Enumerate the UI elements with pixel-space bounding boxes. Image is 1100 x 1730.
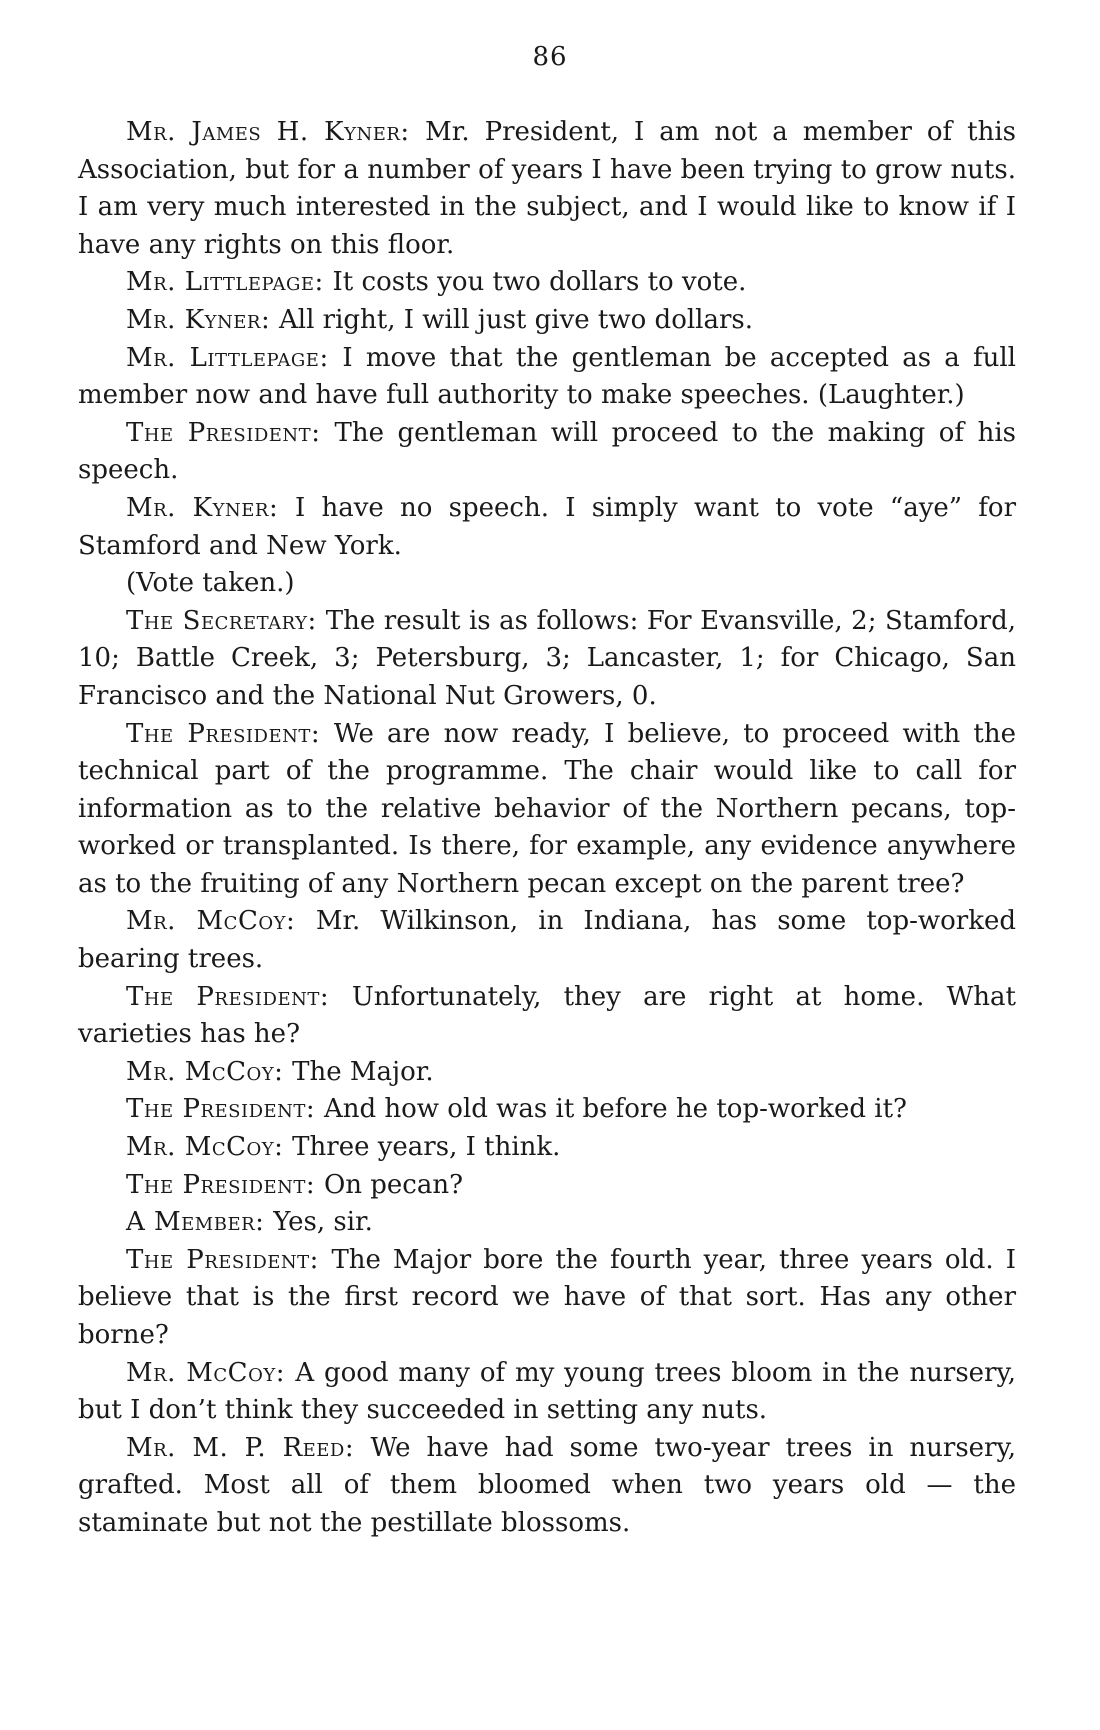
speech-text: Mr. Wilkinson, in Indiana, has some top-worked bearing trees. — [78, 906, 1017, 975]
speaker-name: Mr. Kyner : — [126, 493, 295, 523]
paragraph-10 — [78, 903, 1016, 978]
speaker-name: The President : — [126, 719, 334, 749]
speech-text: All right, I will just give two dollars. — [278, 304, 754, 335]
paragraph-2 — [78, 264, 1016, 302]
speaker-name: A Member : — [126, 1207, 273, 1237]
speaker-name: Mr. McCoy : — [126, 1132, 292, 1162]
paragraph-1 — [78, 114, 1016, 264]
speaker-name: Mr. McCoy : — [126, 906, 316, 936]
body-text — [78, 114, 1016, 1543]
speaker-name: The President : — [126, 1170, 324, 1200]
speech-text: It costs you two dollars to vote. — [332, 267, 747, 298]
speech-text: The gentleman will proceed to the making of his speech. — [78, 417, 1016, 486]
speech-text: The result is as follows: For Evansville, 2; Stamford, 10; Battle Creek, 3; Petersburg, 3; Lancaster, 1; for Chicago, San Francisco and the National Nut Growers, 0. — [78, 605, 1016, 711]
paragraph-17 — [78, 1242, 1016, 1355]
stage-direction: (Vote taken.) — [126, 568, 295, 599]
speaker-name: The President : — [126, 1094, 324, 1124]
speaker-name: Mr. James H. Kyner : — [126, 117, 425, 147]
paragraph-13 — [78, 1091, 1016, 1129]
speaker-name: The President : — [126, 1245, 331, 1275]
paragraph-11 — [78, 979, 1016, 1054]
speaker-name: The President : — [126, 982, 352, 1012]
speech-text: And how old was it before he top-worked it? — [323, 1094, 907, 1125]
speaker-name: Mr. McCoy : — [126, 1057, 292, 1087]
speech-text: We have had some two-year trees in nursery, grafted. Most all of them bloomed when two years old — the staminate but not the pestillate blossoms. — [78, 1432, 1016, 1538]
speech-text: We are now ready, I believe, to proceed with the technical part of the programme. The chair would like to call for information as to the relative behavior of the Northern pecans, top-worked or transplanted. Is there, for example, any evidence anywhere as to the fruiting of any Northern pecan except on the parent tree? — [78, 718, 1017, 899]
paragraph-19 — [78, 1430, 1016, 1543]
speech-text: Mr. President, I am not a member of this Association, but for a number of years I have been trying to grow nuts. I am very much interested in the subject, and I would like to know if I have any rights on this floor. — [78, 117, 1016, 260]
speaker-name: Mr. M. P. Reed : — [126, 1433, 371, 1463]
speech-text: A good many of my young trees bloom in the nursery, but I don’t think they succeeded in setting any nuts. — [78, 1357, 1016, 1426]
speech-text: Three years, I think. — [292, 1132, 561, 1163]
page-number: 86 — [532, 42, 568, 72]
paragraph-8 — [78, 603, 1016, 716]
paragraph-18 — [78, 1355, 1016, 1430]
paragraph-16 — [78, 1204, 1016, 1242]
paragraph-3 — [78, 302, 1016, 340]
paragraph-4 — [78, 340, 1016, 415]
speech-text: Yes, sir. — [273, 1207, 373, 1238]
speaker-name: Mr. Kyner : — [126, 305, 279, 335]
speech-text: On pecan? — [323, 1169, 464, 1200]
speaker-name: Mr. Littlepage : — [126, 343, 342, 373]
paragraph-9 — [78, 716, 1016, 904]
speaker-name: Mr. Littlepage : — [126, 267, 333, 297]
speech-text: I have no speech. I simply want to vote “aye” for Stamford and New York. — [78, 492, 1017, 561]
paragraph-12 — [78, 1054, 1016, 1092]
paragraph-14 — [78, 1129, 1016, 1167]
speaker-name: Mr. McCoy : — [126, 1358, 295, 1388]
speech-text: The Major. — [292, 1056, 434, 1087]
speaker-name: The President : — [126, 418, 335, 448]
paragraph-5 — [78, 415, 1016, 490]
speech-text: Unfortunately, they are right at home. What varieties has he? — [78, 981, 1016, 1050]
speech-text: The Major bore the fourth year, three years old. I believe that is the first record we have of that sort. Has any other borne? — [78, 1244, 1016, 1350]
paragraph-15 — [78, 1167, 1016, 1205]
speaker-name: The Secretary : — [126, 606, 326, 636]
paragraph-7 — [78, 565, 1016, 603]
paragraph-6 — [78, 490, 1016, 565]
speech-text: I move that the gentleman be accepted as a full member now and have full authority to make speeches. (Laughter.) — [78, 342, 1017, 411]
